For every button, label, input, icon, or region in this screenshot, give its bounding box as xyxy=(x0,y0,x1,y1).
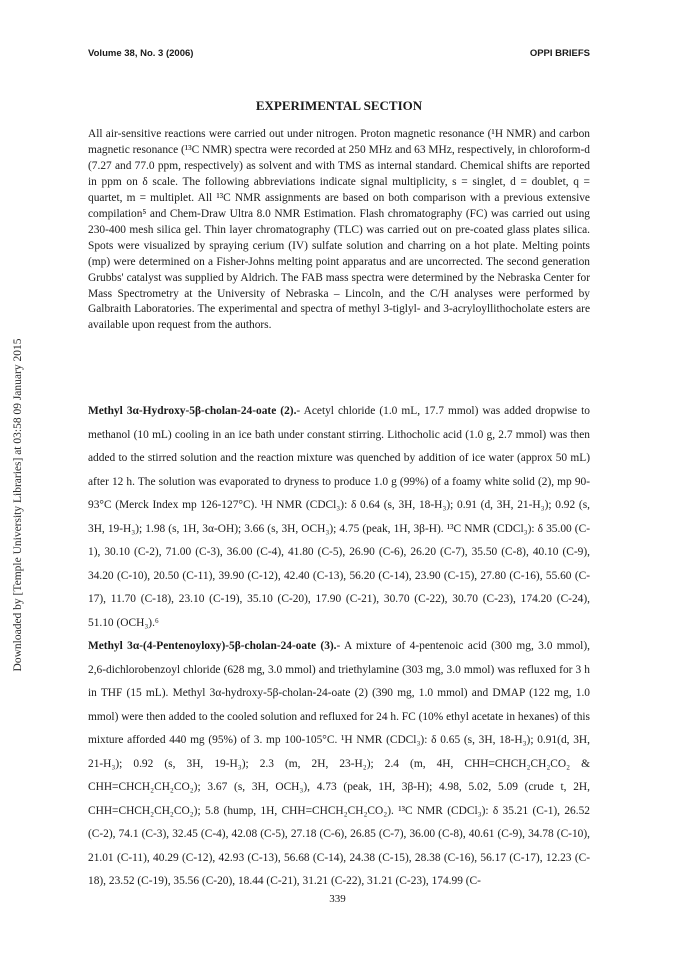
compound-name-3: Methyl 3α-(4-Pentenoyloxy)-5β-cholan-24-oate (3). xyxy=(88,640,337,652)
compound-name-2: Methyl 3α-Hydroxy-5β-cholan-24-oate (2). xyxy=(88,405,297,417)
download-watermark xyxy=(0,0,36,961)
procedure-paragraph-2 xyxy=(88,635,590,894)
running-head-journal: OPPI BRIEFS xyxy=(529,48,590,59)
running-head xyxy=(88,48,590,64)
procedure-text-2: - Acetyl chloride (1.0 mL, 17.7 mmol) was added dropwise to methanol (10 mL) cooling in an ice bath under constant stirring. Lithocholic acid (1.0 g, 2.7 mmol) was then added to the stirred solution and the reaction mixture was quenched by addition of ice water (approx 50 mL) after 12 h. The solution was evaporated to dryness to produce 1.0 g (99%) of a foamy white solid (2), mp 90-93°C (Merck Index mp 126-127°C). ¹H NMR (CDCl₃): δ 0.64 (s, 3H, 18-H₃); 0.91 (d, 3H, 21-H₃); 0.92 (s, 3H, 19-H₃); 1.98 (s, 1H, 3α-OH); 3.66 (s, 3H, OCH₃); 4.75 (peak, 1H, 3β-H). ¹³C NMR (CDCl₃): δ 35.00 (C-1), 30.10 (C-2), 71.00 (C-3), 36.00 (C-4), 41.80 (C-5), 26.90 (C-6), 26.20 (C-7), 35.50 (C-8), 40.10 (C-9), 34.20 (C-10), 20.50 (C-11), 39.90 (C-12), 42.40 (C-13), 56.20 (C-14), 23.90 (C-15), 27.80 (C-16), 55.60 (C-17), 11.70 (C-18), 23.10 (C-19), 35.10 (C-20), 17.90 (C-21), 30.70 (C-22), 30.70 (C-23), 174.20 (C-24), 51.10 (OCH₃).⁶ xyxy=(88,405,590,629)
procedure-paragraph-1 xyxy=(88,400,590,635)
section-heading: EXPERIMENTAL SECTION xyxy=(255,98,423,113)
running-head-volume: Volume 38, No. 3 (2006) xyxy=(88,48,194,59)
procedures xyxy=(88,400,590,894)
intro-paragraph: All air-sensitive reactions were carried out under nitrogen. Proton magnetic resonance (¹H NMR) and carbon magnetic resonance (¹³C NMR) spectra were recorded at 250 MHz and 63 MHz, respectively, in chloroform-d (7.27 and 77.0 ppm, respectively) as solvent and with TMS as internal standard. Chemical shifts are reported in ppm on δ scale. The following abbreviations indicate signal multiplicity, s = singlet, d = doublet, q = quartet, m = multiplet. All ¹³C NMR assignments are based on both comparison with a previous extensive compilation⁵ and Chem-Draw Ultra 8.0 NMR Estimation. Flash chromatography (FC) was carried out using 230-400 mesh silica gel. Thin layer chromatography (TLC) was carried out on pre-coated glass plates silica. Spots were visualized by spraying cerium (IV) sulfate solution and charring on a hot plate. Melting points (mp) were determined on a Fisher-Johns melting point apparatus and are uncorrected. The second generation Grubbs' catalyst was supplied by Aldrich. The FAB mass spectra were determined by the Nebraska Center for Mass Spectrometry at the University of Nebraska – Lincoln, and the C/H analyses were performed by Galbraith Laboratories. The experimental and spectra of methyl 3-tiglyl- and 3-acryloyllithocholate esters are available upon request from the authors. xyxy=(88,128,590,332)
download-watermark-text: Downloaded by [Temple University Libraries] at 03:58 09 January 2015 xyxy=(12,338,24,672)
procedure-text-3: - A mixture of 4-pentenoic acid (300 mg, 3.0 mmol), 2,6-dichlorobenzoyl chloride (628 mg, 3.0 mmol) and triethylamine (303 mg, 3.0 mmol) was refluxed for 3 h in THF (15 mL). Methyl 3α-hydroxy-5β-cholan-24-oate (2) (390 mg, 1.0 mmol) and DMAP (122 mg, 1.0 mmol) were then added to the cooled solution and refluxed for 24 h. FC (10% ethyl acetate in hexanes) of this mixture afforded 440 mg (95%) of 3. mp 100-105°C. ¹H NMR (CDCl₃): δ 0.65 (s, 3H, 18-H₃); 0.91(d, 3H, 21-H₃); 0.92 (s, 3H, 19-H₃); 2.3 (m, 2H, 23-H₂); 2.4 (m, 4H, CHH=CHCH₂CH₂CO₂ & CHH=CHCH₂CH₂CO₂); 3.67 (s, 3H, OCH₃), 4.73 (peak, 1H, 3β-H); 4.98, 5.02, 5.09 (crude t, 2H, CHH=CHCH₂CH₂CO₂); 5.8 (hump, 1H, CHH=CHCH₂CH₂CO₂). ¹³C NMR (CDCl₃): δ 35.21 (C-1), 26.52 (C-2), 74.1 (C-3), 32.45 (C-4), 42.08 (C-5), 27.18 (C-6), 26.85 (C-7), 36.00 (C-8), 40.61 (C-9), 34.78 (C-10), 21.01 (C-11), 40.29 (C-12), 42.93 (C-13), 56.68 (C-14), 24.38 (C-15), 28.38 (C-16), 56.17 (C-17), 12.23 (C-18), 23.52 (C-19), 35.56 (C-20), 18.44 (C-21), 31.21 (C-22), 31.21 (C-23), 174.99 (C- xyxy=(88,640,590,887)
page-number: 339 xyxy=(329,893,346,905)
